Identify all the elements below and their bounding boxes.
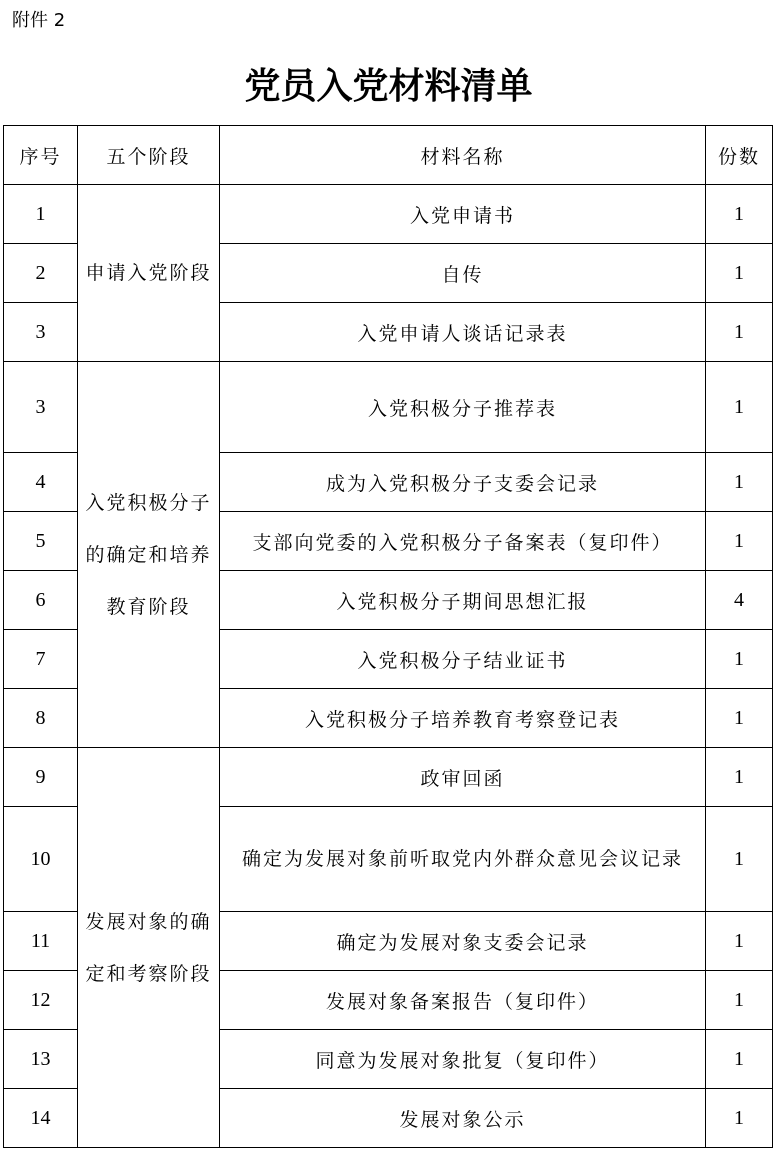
row-copies: 1 (706, 512, 773, 571)
row-material: 入党申请人谈话记录表 (220, 303, 706, 362)
page-title: 党员入党材料清单 (244, 66, 533, 107)
row-material: 入党积极分子培养教育考察登记表 (220, 689, 706, 748)
row-copies: 1 (706, 185, 773, 244)
stage-cell: 发展对象的确定和考察阶段 (78, 748, 220, 1148)
row-seq: 9 (4, 748, 78, 807)
row-material: 发展对象公示 (220, 1089, 706, 1148)
row-material: 入党积极分子期间思想汇报 (220, 571, 706, 630)
row-material: 成为入党积极分子支委会记录 (220, 453, 706, 512)
row-seq: 13 (4, 1030, 78, 1089)
row-seq: 3 (4, 362, 78, 453)
header-seq: 序号 (4, 126, 78, 185)
row-material: 入党积极分子结业证书 (220, 630, 706, 689)
stage-cell: 申请入党阶段 (78, 185, 220, 362)
table-row (4, 185, 773, 244)
stage-cell: 入党积极分子的确定和培养教育阶段 (78, 362, 220, 748)
row-copies: 1 (706, 244, 773, 303)
row-material: 政审回函 (220, 748, 706, 807)
attachment-label: 附件 2 (12, 10, 66, 31)
table-row (4, 362, 773, 453)
row-seq: 3 (4, 303, 78, 362)
row-seq: 1 (4, 185, 78, 244)
row-seq: 6 (4, 571, 78, 630)
row-seq: 11 (4, 912, 78, 971)
row-seq: 10 (4, 807, 78, 912)
row-seq: 8 (4, 689, 78, 748)
row-copies: 1 (706, 1089, 773, 1148)
row-copies: 1 (706, 453, 773, 512)
row-seq: 4 (4, 453, 78, 512)
row-copies: 1 (706, 971, 773, 1030)
table-row (4, 748, 773, 807)
row-seq: 5 (4, 512, 78, 571)
row-copies: 1 (706, 362, 773, 453)
row-copies: 1 (706, 630, 773, 689)
row-material: 确定为发展对象前听取党内外群众意见会议记录 (220, 807, 706, 912)
row-material: 入党申请书 (220, 185, 706, 244)
row-copies: 1 (706, 1030, 773, 1089)
row-material: 确定为发展对象支委会记录 (220, 912, 706, 971)
row-material: 发展对象备案报告（复印件） (220, 971, 706, 1030)
row-material: 自传 (220, 244, 706, 303)
row-seq: 2 (4, 244, 78, 303)
table-header-row (4, 126, 773, 185)
row-seq: 7 (4, 630, 78, 689)
row-copies: 1 (706, 912, 773, 971)
materials-table (3, 125, 773, 1148)
row-material: 同意为发展对象批复（复印件） (220, 1030, 706, 1089)
row-copies: 1 (706, 303, 773, 362)
row-copies: 1 (706, 807, 773, 912)
header-material: 材料名称 (220, 126, 706, 185)
row-seq: 14 (4, 1089, 78, 1148)
row-copies: 1 (706, 748, 773, 807)
row-material: 支部向党委的入党积极分子备案表（复印件） (220, 512, 706, 571)
header-stage: 五个阶段 (78, 126, 220, 185)
row-seq: 12 (4, 971, 78, 1030)
row-material: 入党积极分子推荐表 (220, 362, 706, 453)
row-copies: 4 (706, 571, 773, 630)
header-copies: 份数 (706, 126, 773, 185)
row-copies: 1 (706, 689, 773, 748)
